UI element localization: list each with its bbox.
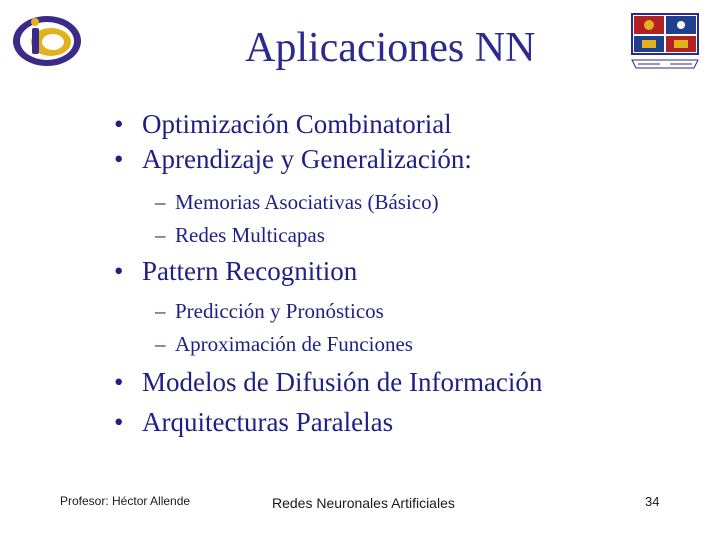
footer-course-title: Redes Neuronales Artificiales	[272, 495, 455, 511]
bullet-text: Aprendizaje y Generalización:	[142, 144, 472, 174]
sub-bullet-text: Predicción y Pronósticos	[175, 299, 384, 323]
bullet-item	[114, 255, 357, 287]
sub-bullet-marker: –	[155, 190, 166, 214]
sub-bullet-text: Aproximación de Funciones	[175, 332, 413, 356]
bullet-item	[114, 406, 393, 438]
bullet-marker: •	[114, 144, 124, 174]
sub-bullet-item	[155, 222, 325, 248]
page-number: 34	[645, 494, 660, 509]
bullet-item	[114, 143, 472, 175]
sub-bullet-text: Memorias Asociativas (Básico)	[175, 190, 439, 214]
page-title: Aplicaciones NN	[245, 25, 536, 71]
footer-author: Profesor: Héctor Allende	[60, 494, 191, 508]
bullet-marker: •	[114, 109, 124, 139]
bullet-marker: •	[114, 407, 124, 437]
bullet-item	[114, 108, 452, 140]
bullet-text: Modelos de Difusión de Información	[142, 367, 543, 397]
bullet-text: Optimización Combinatorial	[142, 109, 452, 139]
sub-bullet-marker: –	[155, 223, 166, 247]
bullet-text: Arquitecturas Paralelas	[142, 407, 394, 437]
sub-bullet-marker: –	[155, 332, 166, 356]
bullet-marker: •	[114, 367, 124, 397]
bullet-marker: •	[114, 256, 124, 286]
sub-bullet-text: Redes Multicapas	[175, 223, 325, 247]
sub-bullet-item	[155, 298, 384, 324]
bullet-item	[114, 366, 542, 398]
sub-bullet-item	[155, 331, 413, 357]
sub-bullet-item	[155, 189, 439, 215]
sub-bullet-marker: –	[155, 299, 166, 323]
bullet-text: Pattern Recognition	[142, 256, 358, 286]
